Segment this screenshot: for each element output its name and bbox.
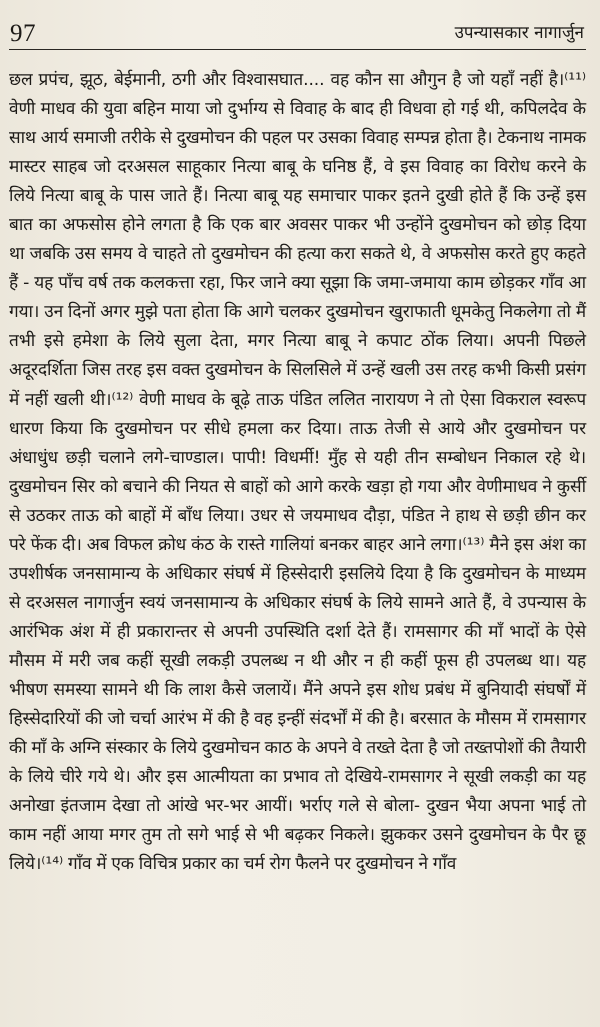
- body-paragraph: छल प्रपंच, झूठ, बेईमानी, ठगी और विश्वासघात.... वह कौन सा औगुन है जो यहाँ नहीं है।⁽¹¹⁾ वेणी माधव की युवा बहिन माया जो दुर्भाग्य से विवाह के बाद ही विधवा हो गई थी, कपिलदेव के साथ आर्य समाजी तरीके से दुखमोचन की पहल पर उसका विवाह सम्पन्न होता है। टेकनाथ नामक मास्टर साहब जो दरअसल साहूकार नित्या बाबू के घनिष्ठ हैं, वे इस विवाह का विरोध करने के लिये नित्या बाबू के पास जाते हैं। नित्या बाबू यह समाचार पाकर इतने दुखी होते हैं कि उन्हें इस बात का अफसोस होने लगता है कि एक बार अवसर पाकर भी उन्होंने दुखमोचन को छोड़ दिया था जबकि उस समय वे चाहते तो दुखमोचन की हत्या करा सकते थे, वे अफसोस करते हुए कहते हैं - यह पाँच वर्ष तक कलकत्ता रहा, फिर जाने क्या सूझा कि जमा-जमाया काम छोड़कर गाँव आ गया। उन दिनों अगर मुझे पता होता कि आगे चलकर दुखमोचन खुराफाती धूमकेतु निकलेगा तो मैं तभी इसे हमेशा के लिये सुला देता, मगर नित्या बाबू ने कपाट ठोंक लिया। अपनी पिछले अदूरदर्शिता जिस तरह इस वक्त दुखमोचन के सिलसिले में उन्हें खली उस तरह कभी किसी प्रसंग में नहीं खली थी।⁽¹²⁾ वेणी माधव के बूढ़े ताऊ पंडित ललित नारायण ने तो ऐसा विकराल स्वरूप धारण किया कि दुखमोचन पर सीधे हमला कर दिया। ताऊ तेजी से आये और दुखमोचन पर अंधाधुंध छड़ी चलाने लगे-चाण्डाल। पापी! विधर्मी! मुँह से यही तीन सम्बोधन निकाल रहे थे। दुखमोचन सिर को बचाने की नियत से बाहों को आगे करके खड़ा हो गया और वेणीमाधव ने कुर्सी से उठकर ताऊ को बाहों में बाँध लिया। उधर से जयमाधव दौड़ा, पंडित ने हाथ से छड़ी छीन कर परे फेंक दी। अब विफल क्रोध कंठ के रास्ते गालियां बनकर बाहर आने लगा।⁽¹³⁾ मैने इस अंश का उपशीर्षक जनसामान्य के अधिकार संघर्ष में हिस्सेदारी इसलिये दिया है कि दुखमोचन के माध्यम से दरअसल नागार्जुन स्वयं जनसामान्य के अधिकार संघर्ष के लिये सामने आते हैं, वे उपन्यास के आरंभिक अंश में ही प्रकारान्तर से अपनी उपस्थिति दर्शा देते हैं। रामसागर की माँ भादों के ऐसे मौसम में मरी जब कहीं सूखी लकड़ी उपलब्ध न थी और न ही कहीं फूस ही उपलब्ध था। यह भीषण समस्या सामने थी कि लाश कैसे जलायें। मैंने अपने इस शोध प्रबंध में बुनियादी संघर्षों में हिस्सेदारियों की जो चर्चा आरंभ में की है वह इन्हीं संदर्भों में की है। बरसात के मौसम में रामसागर की माँ के अग्नि संस्कार के लिये दुखमोचन काठ के अपने वे तख्ते देता है जो तख्तपोशों की तैयारी के लिये चीरे गये थे। और इस आत्मीयता का प्रभाव तो देखिये-रामसागर ने सूखी लकड़ी का यह अनोखा इंतजाम देखा तो आंखे भर-भर आयीं। भर्राए गले से बोला- दुखन भैया अपना भाई तो काम नहीं आया मगर तुम तो सगे भाई से भी बढ़कर निकले। झुककर उसने दुखमोचन के पैर छू लिये।⁽¹⁴⁾ गाँव में एक विचित्र प्रकार का चर्म रोग फैलने पर दुखमोचन ने गाँव: [9, 70, 586, 875]
- page-number: 97: [10, 20, 36, 47]
- running-head-title: उपन्यासकार नागार्जुन: [454, 23, 584, 43]
- page-header: [9, 0, 586, 56]
- header-divider: [9, 49, 586, 50]
